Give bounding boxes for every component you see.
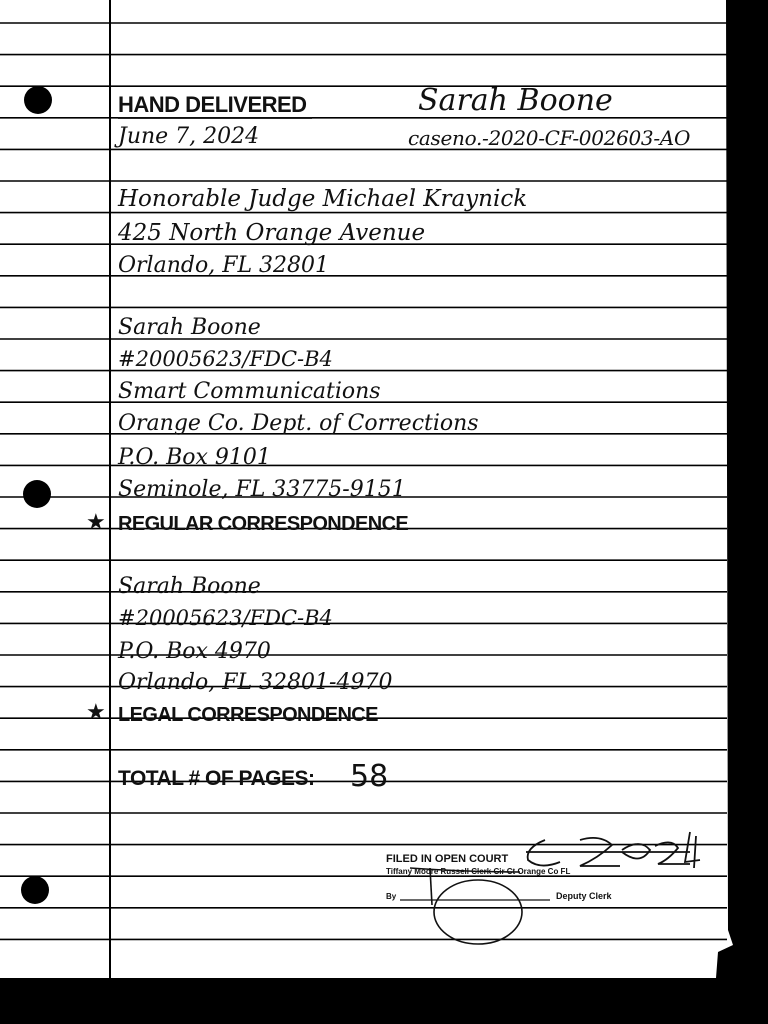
hand-delivered-note: HAND DELIVERED <box>118 92 307 117</box>
regular-correspondence-label: REGULAR CORRESPONDENCE <box>118 513 409 535</box>
regular-address-id: #20005623/FDC-B4 <box>118 347 333 371</box>
regular-address-name: Sarah Boone <box>118 315 261 340</box>
regular-address-line2: Orange Co. Dept. of Corrections <box>118 411 479 436</box>
recipient-street: 425 North Orange Avenue <box>118 220 426 246</box>
case-number: caseno.-2020-CF-002603-AO <box>408 126 691 150</box>
star-marker-legal: ★ <box>86 700 106 725</box>
legal-correspondence-label: LEGAL CORRESPONDENCE <box>118 704 378 726</box>
legal-address-id: #20005623/FDC-B4 <box>118 606 333 630</box>
deputy-clerk-label: Deputy Clerk <box>556 891 612 901</box>
clerk-name-line: Tiffany Moore Russell Clerk Cir Ct Orange Co FL <box>386 867 571 876</box>
by-label: By <box>386 892 397 901</box>
hole-punch-bottom <box>21 876 49 904</box>
legal-address-city: Orlando, FL 32801-4970 <box>118 670 393 695</box>
signature-name: Sarah Boone <box>418 83 613 118</box>
hole-punch-middle <box>23 480 51 508</box>
star-marker-regular: ★ <box>86 510 106 535</box>
total-pages-label: TOTAL # OF PAGES: <box>118 767 315 790</box>
recipient-city: Orlando, FL 32801 <box>118 253 330 278</box>
total-pages-value: 58 <box>350 759 389 794</box>
handwritten-date-text <box>0 0 1 1</box>
filed-in-open-court-stamp: FILED IN OPEN COURT <box>386 853 509 865</box>
legal-address-name: Sarah Boone <box>118 574 261 599</box>
legal-address-po-box: P.O. Box 4970 <box>118 639 271 664</box>
letter-date: June 7, 2024 <box>118 124 260 149</box>
recipient-name: Honorable Judge Michael Kraynick <box>118 186 528 212</box>
regular-address-city: Seminole, FL 33775-9151 <box>118 477 406 502</box>
regular-address-po-box: P.O. Box 9101 <box>118 445 271 470</box>
regular-address-line1: Smart Communications <box>118 379 381 404</box>
hole-punch-top <box>24 86 52 114</box>
